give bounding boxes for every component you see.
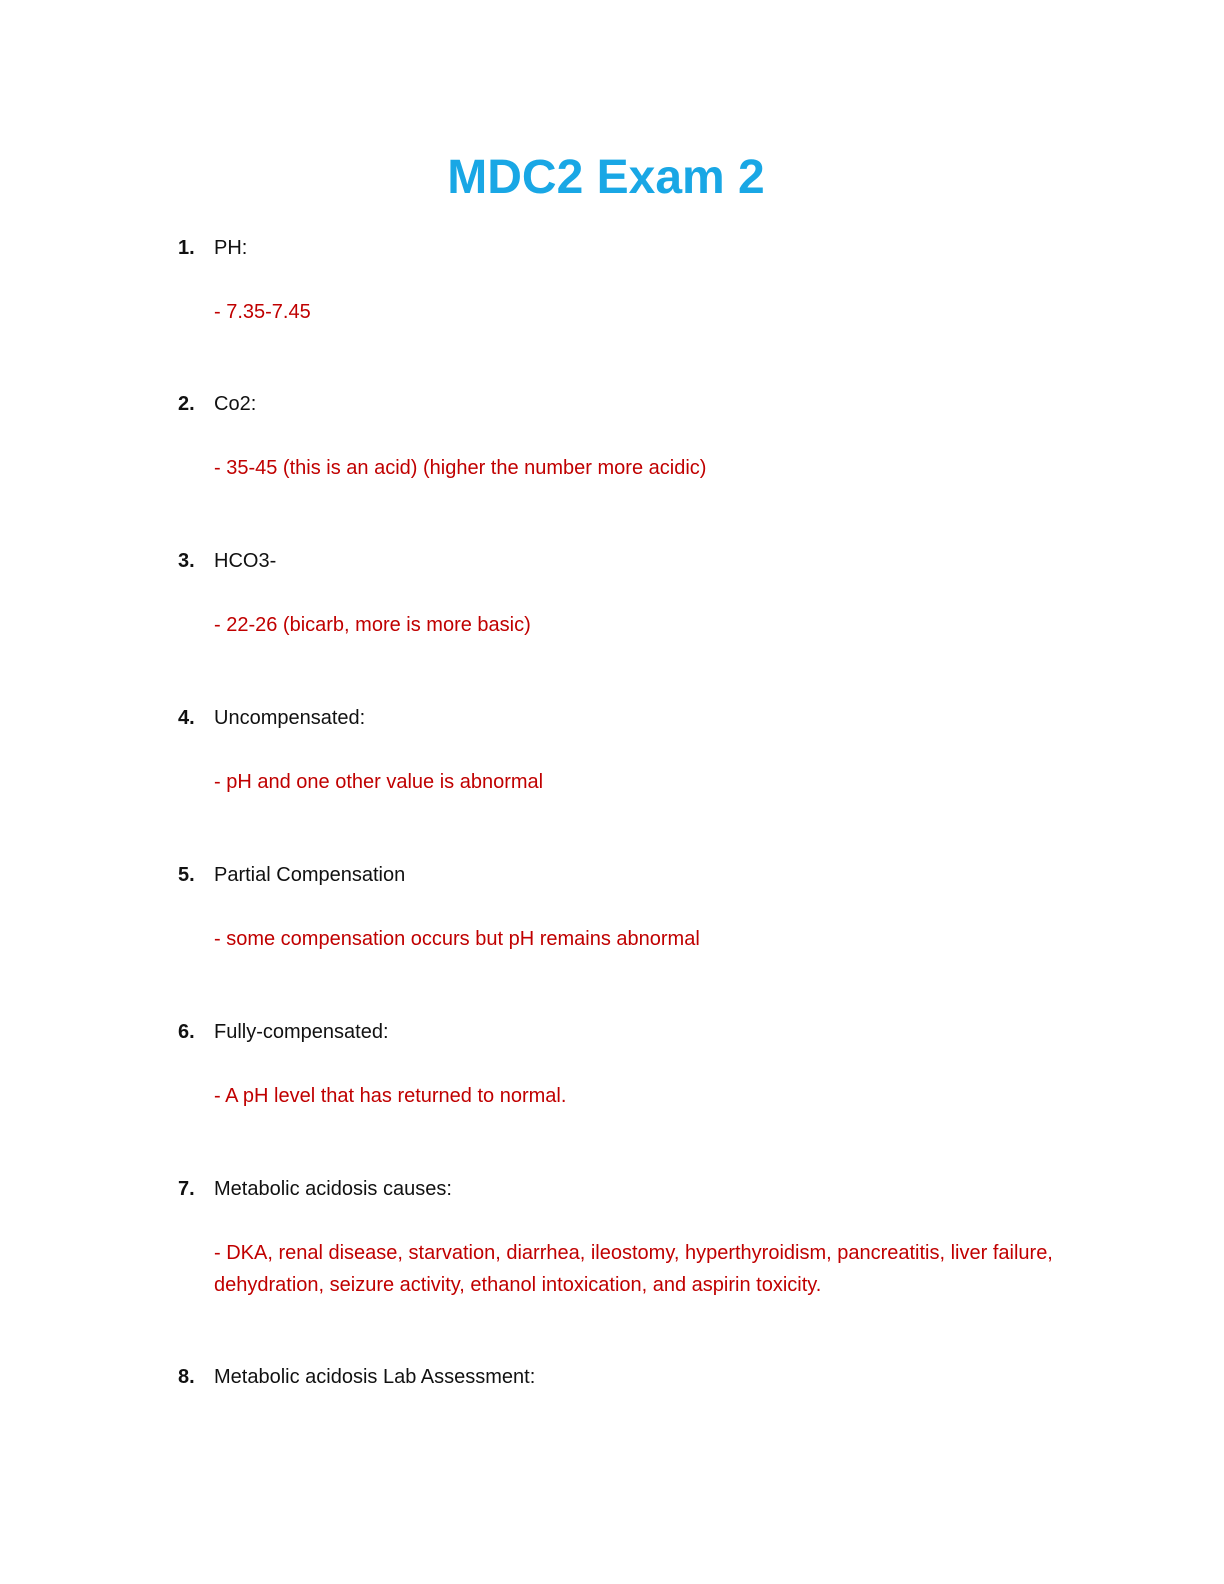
item-number: 5. (178, 864, 195, 886)
item-answer: - A pH level that has returned to normal. (214, 1085, 567, 1107)
item-question: HCO3- (214, 550, 277, 572)
item-question: Fully-compensated: (214, 1021, 389, 1043)
item-number: 3. (178, 550, 195, 572)
item-number: 1. (178, 237, 195, 259)
item-number: 8. (178, 1366, 195, 1388)
item-answer: - 7.35-7.45 (214, 301, 311, 323)
item-question: Metabolic acidosis Lab Assessment: (214, 1366, 536, 1388)
item-question: Co2: (214, 393, 257, 415)
item-answer: - pH and one other value is abnormal (214, 771, 544, 793)
item-answer: - some compensation occurs but pH remains abnormal (214, 928, 700, 950)
item-number: 2. (178, 393, 195, 415)
item-question: Uncompensated: (214, 707, 366, 729)
item-answer: - DKA, renal disease, starvation, diarrhea, ileostomy, hyperthyroidism, pancreatitis, liver failure, dehydration, seizure activity, ethanol intoxication, and aspirin toxicity. (214, 1242, 1053, 1296)
item-question: Partial Compensation (214, 864, 406, 886)
document-title: MDC2 Exam 2 (447, 151, 765, 204)
item-question: Metabolic acidosis causes: (214, 1178, 452, 1200)
item-answer: - 22-26 (bicarb, more is more basic) (214, 614, 531, 636)
item-number: 6. (178, 1021, 195, 1043)
item-question: PH: (214, 237, 248, 259)
item-number: 7. (178, 1178, 195, 1200)
item-answer: - 35-45 (this is an acid) (higher the number more acidic) (214, 457, 707, 479)
item-number: 4. (178, 707, 195, 729)
